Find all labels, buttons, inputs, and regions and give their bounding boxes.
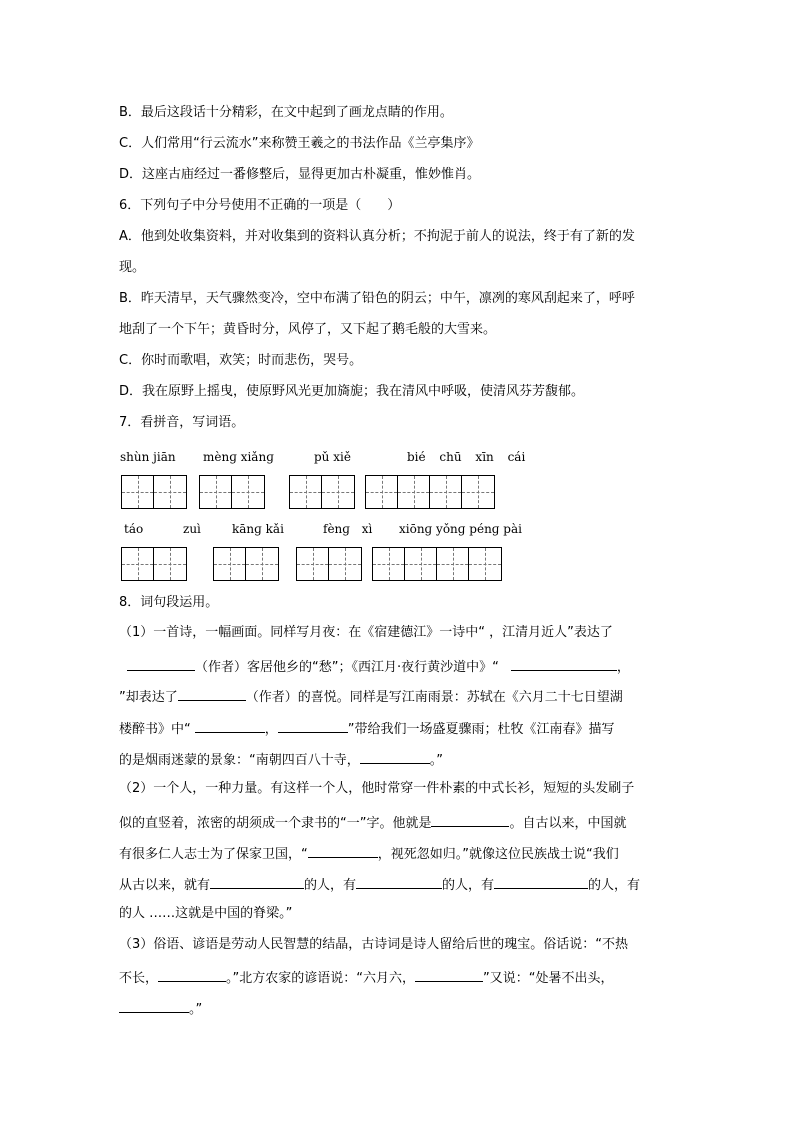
q8-p1-line5-end: 。”	[429, 753, 443, 768]
pinyin-shun-jian: shùn jiān	[120, 450, 176, 464]
q8-p1-line4-comma: ，	[264, 722, 278, 737]
q8-p1-line5-text: 的是烟雨迷蒙的景象：“南朝四百八十寺，	[119, 753, 360, 768]
q8-p2-line4	[119, 874, 640, 895]
blank-people-2[interactable]	[356, 874, 442, 889]
pinyin-bie-chu-xin-cai: bié chū xīn cái	[407, 450, 526, 464]
pinyin-tao: táo	[124, 522, 144, 536]
q8-p1-line2	[119, 656, 630, 677]
blank-su-shi-1[interactable]	[195, 718, 265, 733]
q8-p1-line4-text: ”带给我们一场盛夏骤雨；杜牧《江南春》描写	[347, 722, 615, 737]
q6-option-a-line1: A．他到处收集资料，并对收集到的资料认真分析；不拘泥于前人的说法，终于有了新的发	[119, 229, 635, 244]
q8-p1-line4-prefix: 楼醉书》中“	[119, 722, 191, 737]
q6-option-d: D．我在原野上摇曳，使原野风光更加旖旎；我在清风中呼吸，使清风芬芳馥郁。	[119, 384, 585, 399]
q8-p1-line2-comma: ，	[616, 660, 630, 675]
q8-p2-line4-you-3: 的人，有	[588, 878, 641, 893]
q8-p2-line5: 的人 ……这就是中国的脊梁。”	[119, 906, 293, 921]
q6-stem: 6．下列句子中分号使用不正确的一项是（ ）	[119, 198, 401, 213]
q8-p3-line2-mid: 。”北方农家的谚语说：“六月六，	[226, 971, 415, 986]
q8-p1-line3-text: （作者）的喜悦。同样是写江南雨景：苏轼在《六月二十七日望湖	[245, 690, 623, 705]
answer-grid-8[interactable]	[372, 547, 502, 581]
blank-proverb[interactable]	[158, 967, 226, 982]
q8-p2-line1: （2）一个人，一种力量。有这样一个人，他时常穿一件朴素的中式长衫，短短的头发刷子	[119, 781, 635, 796]
blank-author-1[interactable]	[127, 656, 195, 671]
q6-option-b-line1: B．昨天清早，天气骤然变冷，空中布满了铅色的阴云；中午，凛冽的寒风刮起来了，呼呼	[119, 291, 635, 306]
q8-p1-line1: （1）一首诗，一幅画面。同样写月夜：在《宿建德江》一诗中“ ，江清月近人”表达了	[119, 625, 613, 640]
q8-p2-line3-text: 有很多仁人志士为了保家卫国，“	[119, 847, 308, 862]
q8-p2-line2-text: 似的直竖着，浓密的胡须成一个隶书的“一”字。他就是	[119, 816, 432, 831]
q8-p3-line3	[119, 998, 202, 1019]
q6-option-a-line2: 现。	[119, 260, 146, 275]
q7-stem: 7．看拼音，写词语。	[119, 415, 245, 430]
pinyin-meng-xiang: mènɡ xiǎnɡ	[203, 450, 274, 464]
blank-du-mu[interactable]	[360, 749, 430, 764]
q5-option-d: D．这座古庙经过一番修整后，显得更加古朴凝重，惟妙惟肖。	[119, 167, 481, 182]
q8-p2-line2-end: 。自古以来，中国就	[509, 816, 627, 831]
q5-option-b: B．最后这段话十分精彩，在文中起到了画龙点睛的作用。	[119, 105, 453, 120]
answer-grid-2[interactable]	[199, 475, 265, 509]
q8-p2-line4-you-1: 的人，有	[304, 878, 357, 893]
q8-p2-line4-text: 从古以来，就有	[119, 878, 211, 893]
blank-su-shi-2[interactable]	[278, 718, 348, 733]
q8-p1-line4	[119, 718, 615, 739]
q8-p2-line3-end: ，视死忽如归。”就像这位民族战士说“我们	[377, 847, 619, 862]
pinyin-kang-kai: kānɡ kǎi	[232, 522, 284, 536]
q8-p3-line1: （3）俗语、谚语是劳动人民智慧的结晶，古诗词是诗人留给后世的瑰宝。俗话说：“不热	[119, 937, 629, 952]
q8-stem: 8．词句段运用。	[119, 595, 219, 610]
q8-p3-line3-end: 。”	[189, 1002, 203, 1017]
q8-p1-line2-text: （作者）客居他乡的“愁”；《西江月·夜行黄沙道中》“	[195, 660, 499, 675]
blank-person[interactable]	[431, 812, 509, 827]
q8-p1-line3-prefix: ”却表达了	[119, 690, 178, 705]
blank-chushu[interactable]	[119, 998, 189, 1013]
blank-author-2[interactable]	[178, 686, 246, 701]
answer-grid-5[interactable]	[121, 547, 187, 581]
pinyin-xiong-yong-peng-pai: xiōnɡ yǒnɡ pénɡ pài	[399, 522, 522, 536]
blank-farmer-saying[interactable]	[415, 967, 483, 982]
pinyin-zui: zuì	[183, 522, 201, 536]
q8-p2-line4-you-2: 的人，有	[442, 878, 495, 893]
q5-option-c: C．人们常用“行云流水”来称赞王羲之的书法作品《兰亭集序》	[119, 136, 480, 151]
answer-grid-3[interactable]	[289, 475, 355, 509]
q8-p2-line2	[119, 812, 627, 833]
blank-people-3[interactable]	[494, 874, 588, 889]
q8-p3-line2-text: 不长，	[119, 971, 159, 986]
pinyin-feng-xi: fènɡ xì	[323, 522, 373, 536]
blank-poem-quote[interactable]	[308, 843, 378, 858]
q8-p3-line2-end: ”又说：“处暑不出头，	[483, 971, 614, 986]
answer-grid-4[interactable]	[365, 475, 495, 509]
q6-option-b-line2: 地刮了一个下午；黄昏时分，风停了，又下起了鹅毛般的大雪来。	[119, 322, 497, 337]
q8-p1-line3	[119, 686, 623, 707]
blank-people-1[interactable]	[210, 874, 304, 889]
answer-grid-6[interactable]	[213, 547, 279, 581]
q8-p1-line5	[119, 749, 443, 770]
pinyin-pu-xie: pǔ xiě	[314, 450, 351, 464]
blank-poem-line[interactable]	[511, 656, 617, 671]
answer-grid-1[interactable]	[121, 475, 187, 509]
q8-p2-line3	[119, 843, 619, 864]
q8-p3-line2	[119, 967, 613, 988]
answer-grid-7[interactable]	[296, 547, 362, 581]
q6-option-c: C．你时而歌唱，欢笑；时而悲伤，哭号。	[119, 353, 363, 368]
